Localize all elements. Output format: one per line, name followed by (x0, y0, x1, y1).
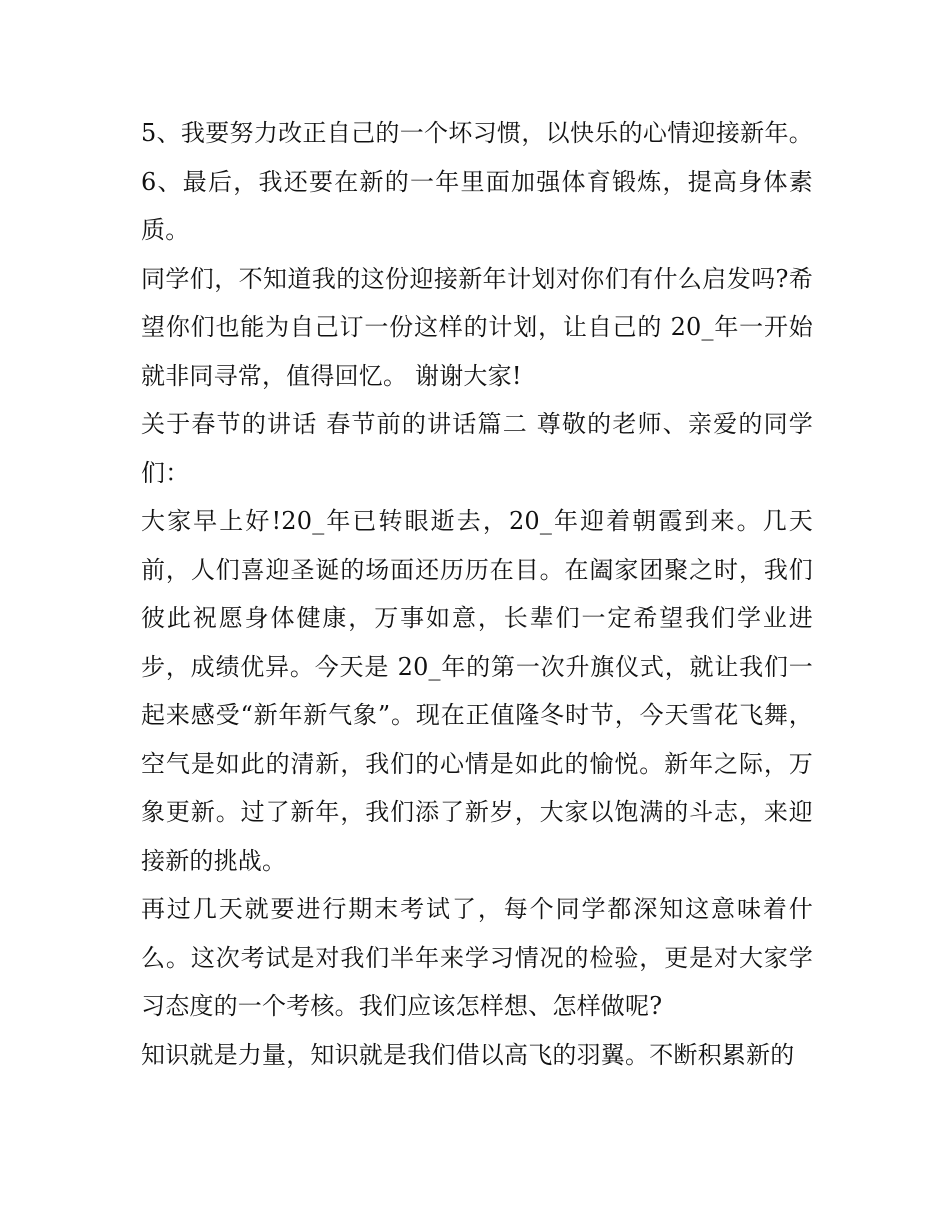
paragraph-closing: 同学们，不知道我的这份迎接新年计划对你们有什么启发吗?希望你们也能为自己订一份这样的计划，让自己的 20_年一开始就非同寻常，值得回忆。 谢谢大家! (141, 264, 813, 390)
paragraph-exams: 再过几天就要进行期末考试了，每个同学都深知这意味着什么。这次考试是对我们半年来学习情况的检验，更是对大家学习态度的一个考核。我们应该怎样想、怎样做呢? (141, 895, 813, 1020)
paragraph-resolutions: 5、我要努力改正自己的一个坏习惯，以快乐的心情迎接新年。 6、最后，我还要在新的一年里面加强体育锻炼，提高身体素质。 (141, 119, 813, 244)
paragraph-knowledge: 知识就是力量，知识就是我们借以高飞的羽翼。不断积累新的 (141, 1040, 795, 1069)
paragraph-speech-heading: 关于春节的讲话 春节前的讲话篇二 尊敬的老师、亲爱的同学们： (141, 410, 813, 487)
document-body (141, 109, 813, 1079)
paragraph-greeting: 大家早上好!20_年已转眼逝去，20_年迎着朝霞到来。几天前，人们喜迎圣诞的场面还历历在目。在阖家团聚之时，我们彼此祝愿身体健康，万事如意，长辈们一定希望我们学业进步，成绩优异。今天是 20_年的第一次升旗仪式，就让我们一起来感受“新年新气象”。现在正值隆冬时节，今天雪花飞舞，空气是如此的清新，我们的心情是如此的愉悦。新年之际，万象更新。过了新年，我们添了新岁，大家以饱满的斗志，来迎接新的挑战。 (141, 507, 813, 875)
